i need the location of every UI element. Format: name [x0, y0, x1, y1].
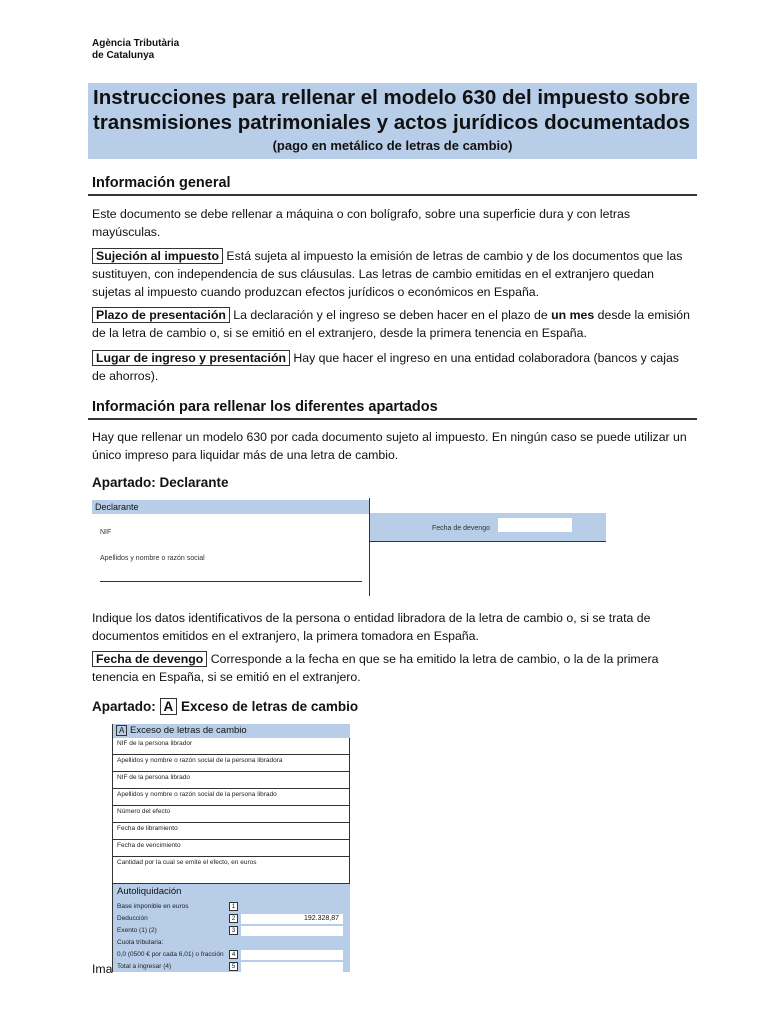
form2-row: Apellidos y nombre o razón social de la persona librado — [113, 789, 350, 806]
form2-row: Apellidos y nombre o razón social de la persona libradora — [113, 755, 350, 772]
form1-fecha-box — [498, 518, 572, 532]
fecha-label: Fecha de devengo — [92, 651, 207, 667]
apartado-a-prefix: Apartado: — [92, 699, 156, 714]
logo-line-2: de Catalunya — [92, 50, 155, 61]
apartado-a-title: Exceso de letras de cambio — [181, 699, 359, 714]
lugar-paragraph — [92, 349, 692, 385]
fecha-paragraph — [92, 650, 692, 686]
declarante-text: Indique los datos identificativos de la persona o entidad libradora de la letra de cambio o, si se trata de documentos emitidos en el extranjero, la primera tomadora en España. — [92, 611, 651, 643]
fecha-text: Corresponde a la fecha en que se ha emitido la letra de cambio, o la de la primera tenencia en España, si se emitió en el extranjero. — [92, 652, 659, 684]
section-heading-apartados: Información para rellenar los diferentes apartados — [92, 399, 438, 415]
form2-auto-header: Autoliquidación — [117, 886, 182, 897]
form1-fecha-label: Fecha de devengo — [432, 525, 490, 532]
apartado-a-heading — [92, 699, 358, 714]
form2-row: NIF de la persona librador — [113, 738, 350, 755]
title-banner — [88, 83, 697, 159]
logo-line-1: Agència Tributària — [92, 38, 180, 49]
lugar-text: Hay que hacer el ingreso en una entidad colaboradora (bancos y cajas de ahorros). — [92, 351, 679, 383]
title-subtitle: (pago en metálico de letras de cambio) — [272, 138, 513, 153]
form2-letter: A — [116, 725, 127, 736]
form2-title: Exceso de letras de cambio — [129, 725, 247, 736]
apartado-a-letter: A — [160, 698, 178, 715]
form1-header: Declarante — [92, 500, 369, 514]
declarante-heading: Apartado: Declarante — [92, 475, 229, 490]
section-rule — [88, 418, 697, 420]
apartados-intro: Hay que rellenar un modelo 630 por cada documento sujeto al impuesto. En ningún caso se puede utilizar un único impreso para liquidar más de una letra de cambio. — [92, 430, 687, 462]
title-line-1: Instrucciones para rellenar el modelo 630 del impuesto sobre — [93, 86, 690, 109]
agency-logo — [92, 38, 179, 62]
form1-nif-label: NIF — [100, 529, 112, 536]
form2-row: Fecha de vencimiento — [113, 840, 350, 857]
section-rule — [88, 194, 697, 196]
title-line-2: transmisiones patrimoniales y actos jurídicos documentados — [93, 111, 690, 134]
plazo-paragraph — [92, 306, 692, 342]
form2-row: Fecha de libramiento — [113, 823, 350, 840]
section-heading-general: Información general — [92, 175, 231, 191]
sujecion-paragraph — [92, 247, 692, 301]
form2-deduccion-value: 192.328,87 — [241, 914, 343, 924]
plazo-label: Plazo de presentación — [92, 307, 230, 323]
form2-header — [113, 724, 350, 738]
cut-off-text: Ima — [92, 962, 113, 976]
declarante-form-image — [92, 498, 606, 598]
form2-row: NIF de la persona librado — [113, 772, 350, 789]
form2-autoliquidacion: Autoliquidación Base imponible en euros 1 Deducción 2 192.328,87 Exento (1) (2) 3 Cuota tributaria: 0,0 (0500 € por cada 6,01) o fracción 4 Total a ingresar (4) 5 — [113, 884, 350, 972]
form1-apellidos-label: Apellidos y nombre o razón social — [100, 555, 205, 562]
plazo-bold: un mes — [551, 308, 595, 322]
general-intro: Este documento se debe rellenar a máquina o con bolígrafo, sobre una superficie dura y con letras mayúsculas. — [92, 207, 630, 239]
sujecion-text: Está sujeta al impuesto la emisión de letras de cambio y de los documentos que las sustituyen, con independencia de sus cláusulas. Las letras de cambio emitidas en el extranjero quedan sujetas al impuesto cuando produzcan efectos jurídicos o económicos en España. — [92, 249, 683, 299]
sujecion-label: Sujeción al impuesto — [92, 248, 223, 264]
form2-row: Número del efecto — [113, 806, 350, 823]
lugar-label: Lugar de ingreso y presentación — [92, 350, 290, 366]
form2-row: Cantidad por la cual se emite el efecto, en euros — [113, 857, 350, 884]
exceso-form-image — [112, 724, 350, 972]
plazo-text-a: La declaración y el ingreso se deben hacer en el plazo de — [233, 308, 552, 322]
plazo-text-b: desde la emisión de la letra de cambio o, si se emitió en el extranjero, desde la primera tenencia en España. — [92, 308, 690, 340]
